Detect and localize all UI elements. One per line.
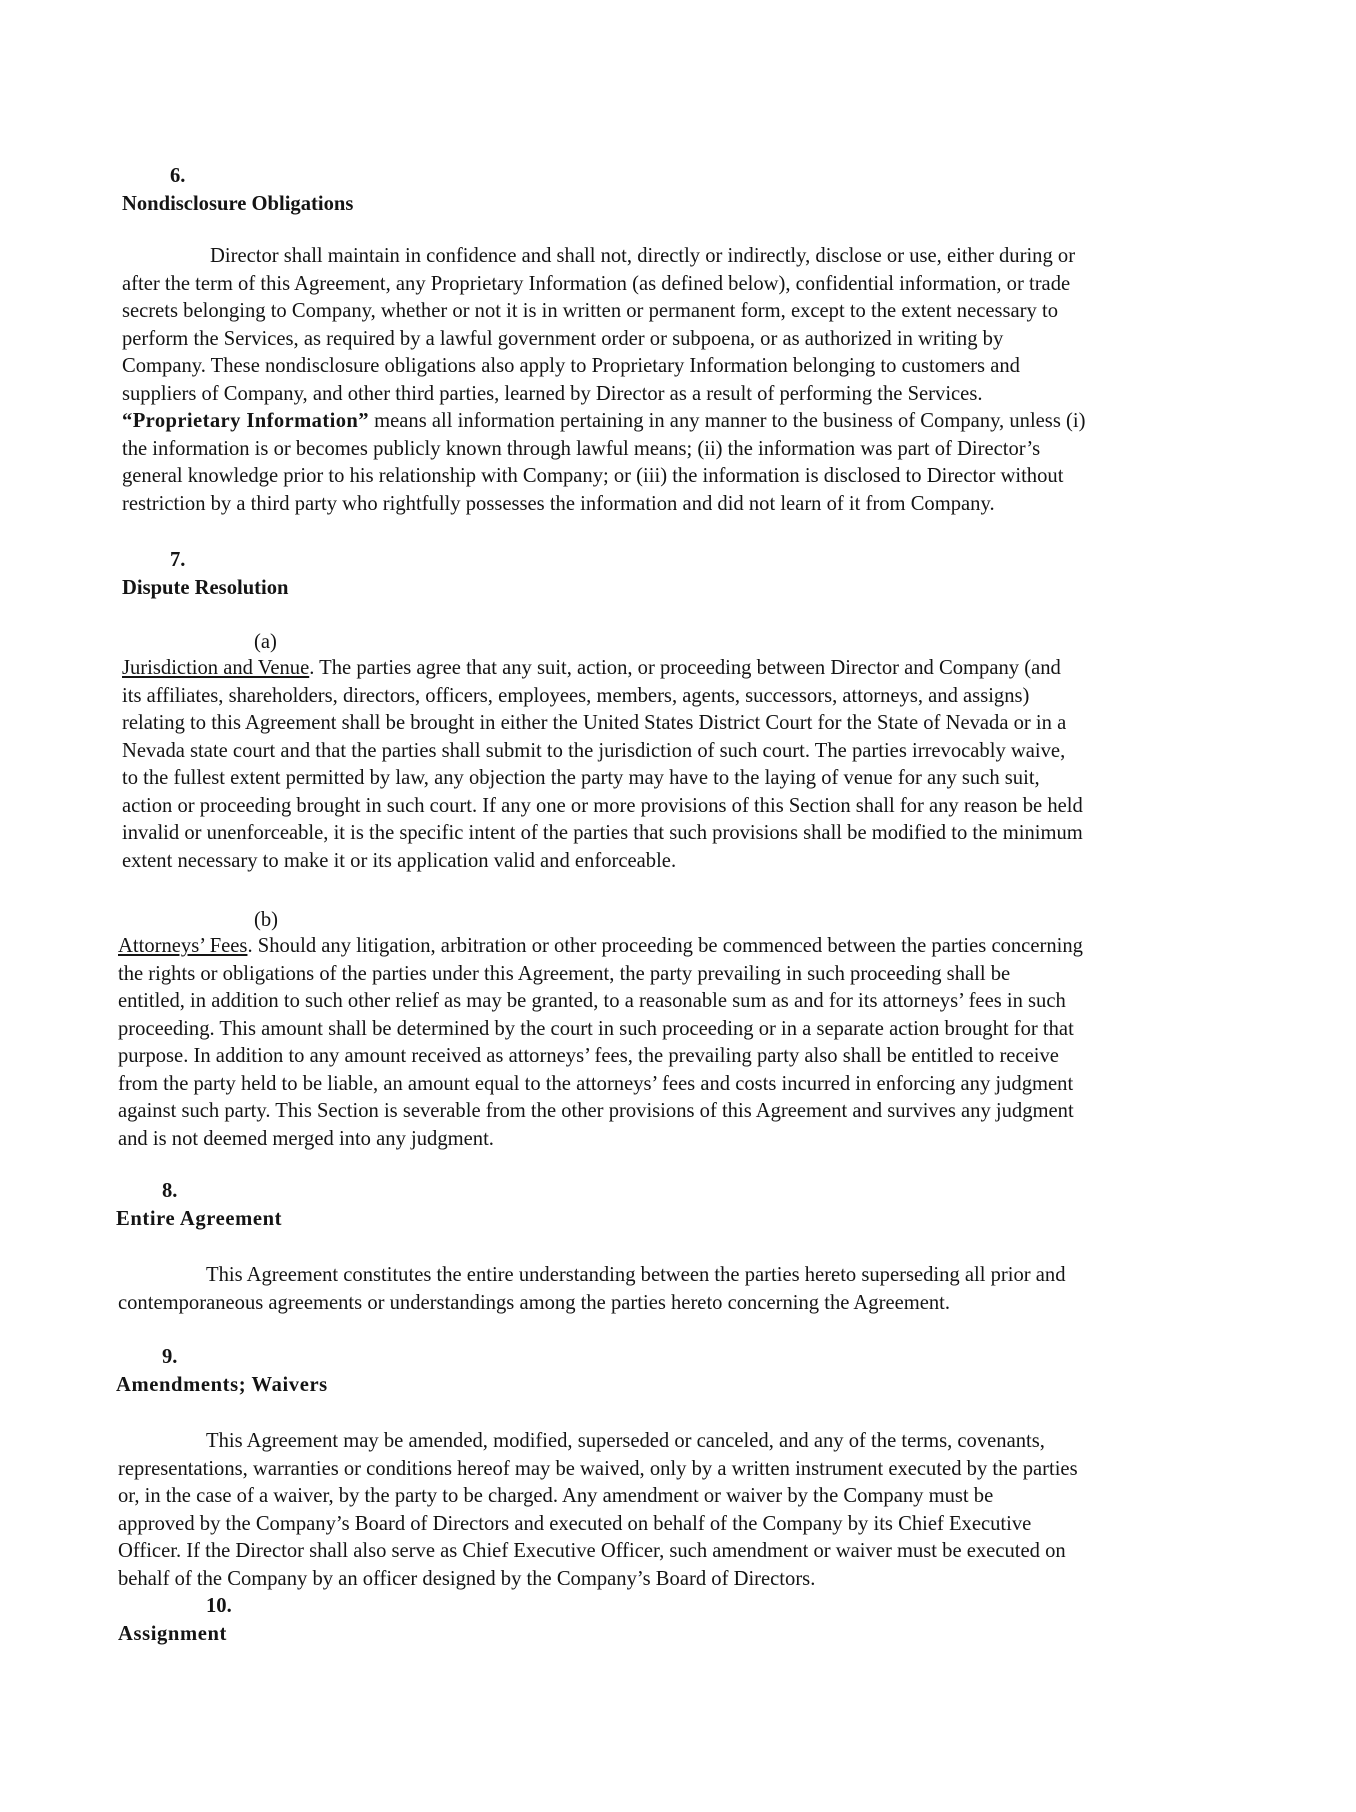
s9-line-4: approved by the Company’s Board of Directors and executed on behalf of the Company by its Chief Executive — [118, 1512, 1032, 1535]
section-7-heading: Dispute Resolution — [122, 577, 289, 599]
s6-def-line-2: the information is or becomes publicly known through lawful means; (ii) the information was part of Director’s — [122, 437, 1041, 460]
section-7-number: 7. — [170, 549, 186, 571]
s6-line-6: suppliers of Company, and other third parties, learned by Director as a result of performing the Services. — [122, 382, 983, 405]
s7b-line-5: purpose. In addition to any amount received as attorneys’ fees, the prevailing party also shall be entitled to receive — [118, 1045, 1059, 1067]
s7a-line-6: action or proceeding brought in such court. If any one or more provisions of this Section shall for any reason be held — [122, 794, 1083, 817]
s7b-line-3: entitled, in addition to such other relief as may be granted, to a reasonable sum as and for its attorneys’ fees in such — [118, 990, 1066, 1012]
section-9-number: 9. — [162, 1346, 178, 1368]
s7b-line-8: and is not deemed merged into any judgment. — [118, 1127, 494, 1150]
s6-def-line-3: general knowledge prior to his relationship with Company; or (iii) the information is disclosed to Director without — [122, 465, 1064, 487]
s7a-line-4: Nevada state court and that the parties shall submit to the jurisdiction of such court. The parties irrevocably waive, — [122, 739, 1066, 762]
s7a-line-5: to the fullest extent permitted by law, any objection the party may have to the laying of venue for any such suit, — [122, 767, 1040, 789]
s7b-line-4: proceeding. This amount shall be determined by the court in such proceeding or in a separate action brought for that — [118, 1017, 1074, 1040]
section-9-body — [118, 1428, 1078, 1593]
s8-line-1: This Agreement constitutes the entire understanding between the parties hereto superseding all prior and — [206, 1264, 1066, 1286]
s7b-line-7: against such party. This Section is severable from the other provisions of this Agreement and survives any judgment — [118, 1100, 1074, 1122]
s9-line-6: behalf of the Company by an officer designed by the Company’s Board of Directors. — [118, 1567, 816, 1590]
s7a-line-8: extent necessary to make it or its application valid and enforceable. — [122, 849, 677, 872]
s7b-line-6: from the party held to be liable, an amount equal to the attorneys’ fees and costs incurred in enforcing any judgment — [118, 1072, 1074, 1095]
s6-line-4: perform the Services, as required by a lawful government order or subpoena, or as authorized in writing by — [122, 327, 1004, 350]
section-8-heading: Entire Agreement — [116, 1208, 283, 1230]
subsection-a-label: (a) — [254, 631, 277, 653]
section-8-body — [118, 1262, 1066, 1317]
s9-line-1: This Agreement may be amended, modified, superseded or canceled, and any of the terms, covenants, — [206, 1430, 1045, 1452]
s9-line-5: Officer. If the Director shall also serve as Chief Executive Officer, such amendment or waiver must be executed on — [118, 1540, 1066, 1562]
jurisdiction-title: Jurisdiction and Venue — [122, 657, 310, 679]
s7b-first-line — [118, 933, 1083, 961]
s6-definition-line — [122, 408, 1085, 436]
s6-line-1: Director shall maintain in confidence and shall not, directly or indirectly, disclose or use, either during or — [210, 245, 1076, 267]
section-6-heading: Nondisclosure Obligations — [122, 193, 354, 215]
section-10-number: 10. — [206, 1595, 232, 1617]
subsection-b-body — [118, 933, 1083, 1153]
section-8-number: 8. — [162, 1180, 178, 1202]
s7a-first-line — [122, 655, 1083, 683]
attorneys-fees-title: Attorneys’ Fees — [118, 935, 248, 957]
subsection-b-label: (b) — [254, 909, 279, 931]
section-6-number: 6. — [170, 165, 186, 187]
s8-line-2: contemporaneous agreements or understandings among the parties hereto concerning the Agreement. — [118, 1291, 951, 1314]
section-10-heading: Assignment — [118, 1623, 227, 1645]
subsection-a-body — [122, 655, 1083, 875]
definition-text: means all information pertaining in any manner to the business of Company, unless (i) — [368, 410, 1086, 432]
s6-line-2: after the term of this Agreement, any Proprietary Information (as defined below), confidential information, or trade — [122, 272, 1071, 295]
s7b-line-2: the rights or obligations of the parties under this Agreement, the party prevailing in such proceeding shall be — [118, 962, 1011, 985]
s9-line-2: representations, warranties or conditions hereof may be waived, only by a written instrument executed by the parties — [118, 1457, 1078, 1480]
s6-def-line-4: restriction by a third party who rightfully possesses the information and did not learn of it from Company. — [122, 492, 995, 515]
defined-term: “Proprietary Information” — [122, 410, 369, 432]
s7a-line-2: its affiliates, shareholders, directors, officers, employees, members, agents, successors, attorneys, and assigns) — [122, 684, 1030, 707]
s9-line-3: or, in the case of a waiver, by the party to be charged. Any amendment or waiver by the Company must be — [118, 1485, 994, 1507]
s6-line-5: Company. These nondisclosure obligations also apply to Proprietary Information belonging to customers and — [122, 355, 1020, 377]
section-6-body — [122, 243, 1085, 518]
s7b-first-rest: . Should any litigation, arbitration or other proceeding be commenced between the parties concerning — [247, 935, 1083, 957]
s7a-line-3: relating to this Agreement shall be brought in either the United States District Court for the State of Nevada or in a — [122, 712, 1067, 734]
section-9-heading: Amendments; Waivers — [116, 1374, 328, 1396]
s7a-first-rest: . The parties agree that any suit, action, or proceeding between Director and Company (and — [309, 657, 1061, 679]
s6-line-3: secrets belonging to Company, whether or not it is in written or permanent form, except to the extent necessary to — [122, 300, 1058, 322]
s7a-line-7: invalid or unenforceable, it is the specific intent of the parties that such provisions shall be modified to the minimum — [122, 822, 1083, 844]
